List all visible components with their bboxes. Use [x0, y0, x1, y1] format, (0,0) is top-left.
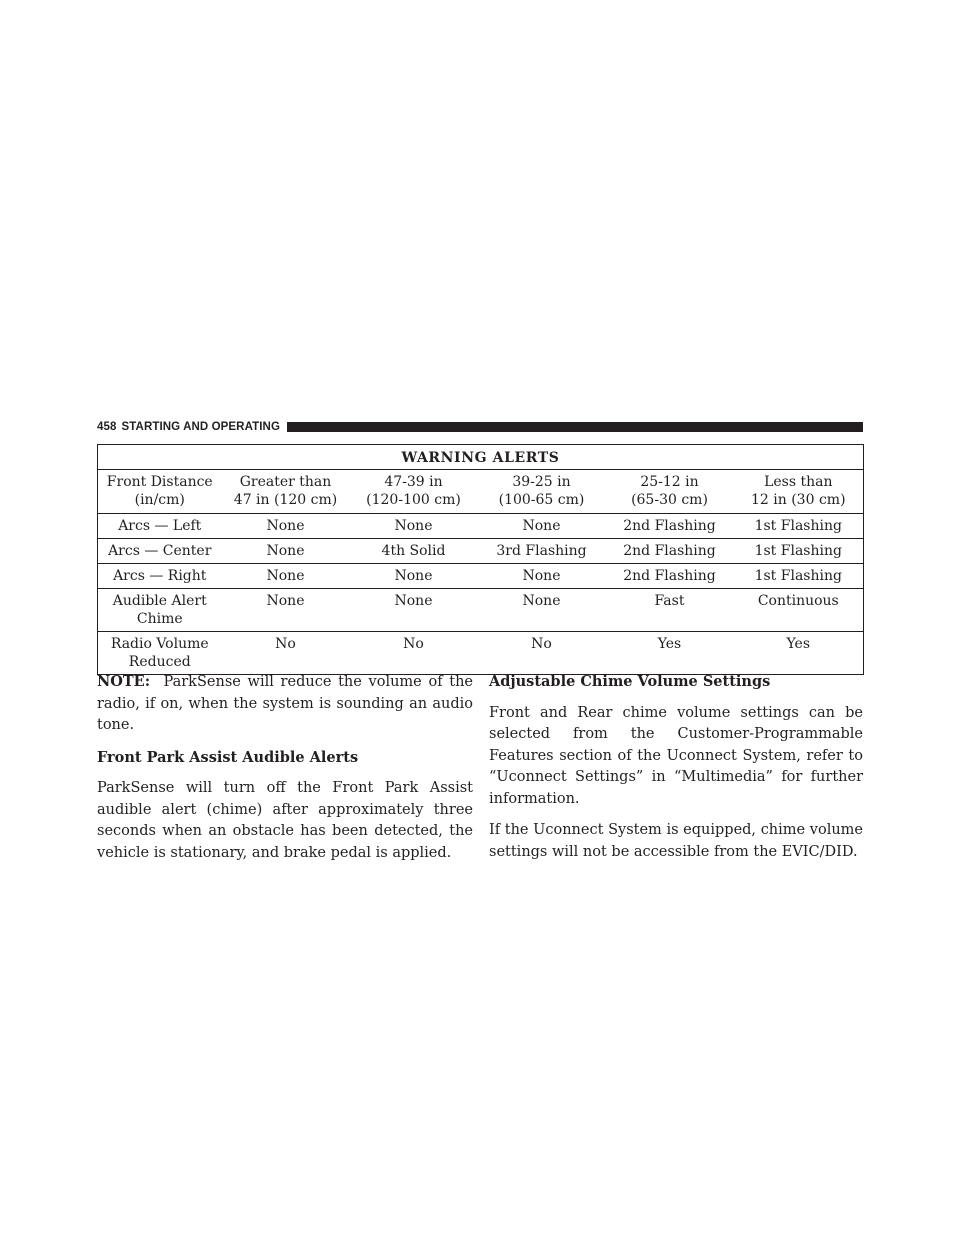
table-cell: None	[350, 514, 478, 539]
header-rule	[287, 422, 863, 432]
table-cell: No	[350, 632, 478, 675]
column-header: Less than 12 in (30 cm)	[734, 470, 864, 514]
page-number: 458	[97, 421, 117, 433]
table-header-row	[98, 470, 864, 514]
column-header: Greater than 47 in (120 cm)	[222, 470, 350, 514]
table-cell: 2nd Flashing	[606, 564, 734, 589]
table-cell: None	[222, 564, 350, 589]
column-header: 25-12 in (65-30 cm)	[606, 470, 734, 514]
table-row	[98, 539, 864, 564]
section-title: STARTING AND OPERATING	[121, 421, 281, 433]
table-cell: None	[478, 514, 606, 539]
table-cell: None	[350, 564, 478, 589]
note-text: ParkSense will reduce the volume of the radio, if on, when the system is sounding an audio tone.	[97, 674, 474, 733]
table-cell: None	[478, 589, 606, 632]
table-row	[98, 564, 864, 589]
front-park-assist-heading: Front Park Assist Audible Alerts	[97, 748, 359, 766]
table-cell: 4th Solid	[350, 539, 478, 564]
column-header: 39-25 in (100-65 cm)	[478, 470, 606, 514]
chime-volume-paragraph-2: If the Uconnect System is equipped, chime volume settings will not be accessible from the EVIC/DID.	[489, 822, 863, 860]
table-cell: 1st Flashing	[734, 539, 864, 564]
column-header: 47-39 in (120-100 cm)	[350, 470, 478, 514]
column-header: Front Distance (in/cm)	[98, 470, 222, 514]
table-cell: 1st Flashing	[734, 564, 864, 589]
table-row	[98, 632, 864, 675]
table-cell: 2nd Flashing	[606, 539, 734, 564]
table-cell: None	[350, 589, 478, 632]
row-label: Radio Volume Reduced	[98, 632, 222, 675]
table-cell: None	[222, 514, 350, 539]
table-cell: None	[222, 589, 350, 632]
table-row	[98, 589, 864, 632]
table-cell: None	[222, 539, 350, 564]
table-row	[98, 514, 864, 539]
table-cell: Continuous	[734, 589, 864, 632]
front-park-assist-body: ParkSense will turn off the Front Park Assist audible alert (chime) after approximately three seconds when an obstacle has been detected, the vehicle is stationary, and brake pedal is applied.	[97, 780, 473, 861]
table-cell: No	[478, 632, 606, 675]
chime-volume-heading: Adjustable Chime Volume Settings	[489, 673, 771, 690]
warning-alerts-table	[97, 444, 864, 675]
left-column	[97, 671, 473, 874]
row-label: Arcs — Center	[98, 539, 222, 564]
table-cell: Yes	[734, 632, 864, 675]
note-label: NOTE:	[97, 673, 151, 690]
table-cell: 3rd Flashing	[478, 539, 606, 564]
table-cell: Yes	[606, 632, 734, 675]
row-label: Audible Alert Chime	[98, 589, 222, 632]
table-cell: Fast	[606, 589, 734, 632]
table-cell: No	[222, 632, 350, 675]
table-caption: WARNING ALERTS	[98, 445, 864, 470]
chime-volume-paragraph-1: Front and Rear chime volume settings can be selected from the Customer-Programmable Features section of the Uconnect System, refer to “Uconnect Settings” in “Multimedia” for further information.	[489, 704, 863, 807]
table-cell: None	[478, 564, 606, 589]
right-column	[489, 671, 863, 873]
table-cell: 2nd Flashing	[606, 514, 734, 539]
note-paragraph	[97, 671, 473, 737]
row-label: Arcs — Left	[98, 514, 222, 539]
table-cell: 1st Flashing	[734, 514, 864, 539]
page-header	[97, 420, 863, 434]
row-label: Arcs — Right	[98, 564, 222, 589]
